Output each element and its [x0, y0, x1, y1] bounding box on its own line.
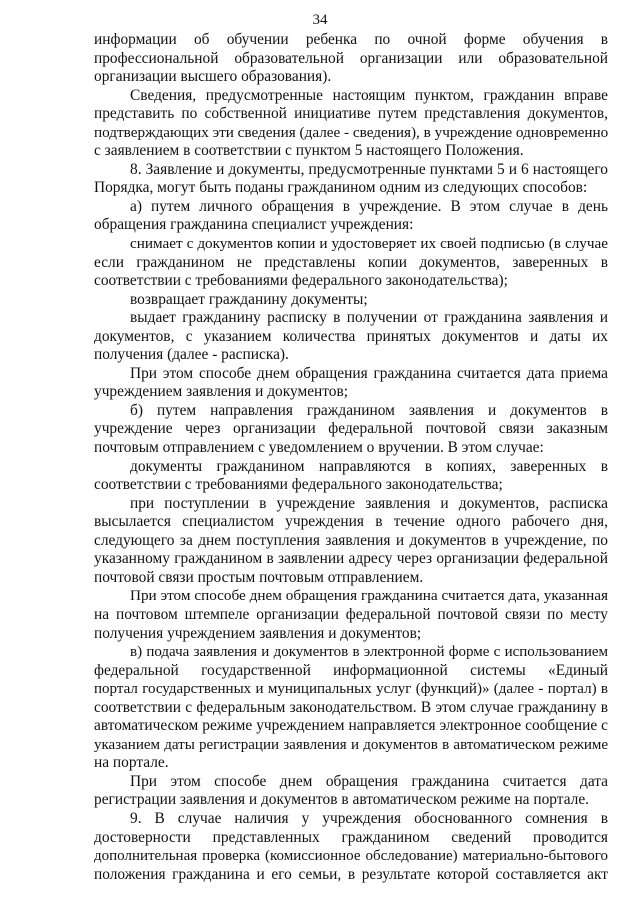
text-line: получения учреждением заявления и документов; — [94, 624, 422, 642]
text-line: соответствии с требованиями федерального законодательства; — [94, 476, 503, 494]
text-line: подтверждающих эти сведения (далее - сведения), в учреждение одновременно — [94, 123, 608, 141]
text-line: учреждение через организации федеральной почтовой связи заказным — [94, 420, 608, 438]
text-line: Сведения, предусмотренные настоящим пунктом, гражданин вправе — [130, 86, 608, 104]
text-line: почтовым отправлением с уведомлением о вручении. В этом случае: — [94, 439, 544, 457]
text-line: высылается специалистом учреждения в течение одного рабочего дня, — [94, 513, 608, 531]
text-line: автоматическом режиме учреждением направляется электронное сообщение с — [94, 717, 608, 735]
text-line: в) подача заявления и документов в электронной форме с использованием — [130, 644, 608, 661]
text-line: возвращает гражданину документы; — [130, 290, 368, 308]
text-line: дополнительная проверка (комиссионное обследование) материально-бытового — [94, 848, 608, 865]
text-line: снимает с документов копии и удостоверяет их своей подписью (в случае — [130, 235, 608, 253]
text-line: профессиональной образовательной организации или образовательной — [94, 49, 608, 67]
text-line: При этом способе днем обращения гражданина считается дата приема — [130, 364, 608, 382]
text-line: указанием даты регистрации заявления и документов в автоматическом режиме — [94, 736, 608, 753]
text-line: регистрации заявления и документов в автоматическом режиме на портале. — [94, 791, 590, 809]
text-line: на почтовом штемпеле организации федеральной почтовой связи по месту — [94, 605, 608, 623]
text-line: следующего за днем поступления заявления и документов в учреждение, по — [94, 531, 608, 549]
page-number: 34 — [312, 12, 328, 28]
text-line: информации об обучении ребенка по очной форме обучения в — [94, 31, 608, 48]
text-line: соответствии с федеральным законодательством. В этом случае гражданину в — [94, 698, 608, 716]
text-line: документы гражданином направляются в копиях, заверенных в — [130, 457, 608, 475]
text-line: представить по собственной инициативе путем представления документов, — [94, 105, 608, 123]
text-line: получения (далее - расписка). — [94, 346, 289, 364]
text-line: 9. В случае наличия у учреждения обоснованного сомнения в — [130, 809, 608, 827]
text-line: при поступлении в учреждение заявления и документов, расписка — [130, 494, 608, 512]
text-line: портал государственных и муниципальных услуг (функций)» (далее - портал) в — [94, 681, 608, 698]
text-line: При этом способе днем обращения гражданина считается дата, указанная — [130, 587, 608, 605]
text-line: организации высшего образования). — [94, 68, 332, 86]
text-line: федеральной государственной информационной системы «Единый — [94, 661, 608, 679]
text-line: положения гражданина и его семьи, в результате которой составляется акт — [94, 865, 608, 883]
text-line: а) путем личного обращения в учреждение. В этом случае в день — [130, 197, 608, 215]
text-line: указанному гражданином в заявлении адресу через организации федеральной — [94, 550, 608, 568]
text-line: если гражданином не представлены копии документов, заверенных в — [94, 253, 608, 271]
document-text-body — [94, 31, 608, 884]
text-line: Порядка, могут быть поданы гражданином одним из следующих способов: — [94, 179, 588, 197]
text-line: обращения гражданина специалист учреждения: — [94, 216, 414, 234]
text-line: документов, с указанием количества принятых документов и даты их — [94, 327, 608, 345]
text-line: соответствии с требованиями федерального законодательства); — [94, 272, 508, 290]
text-line: При этом способе днем обращения гражданина считается дата — [130, 772, 608, 790]
text-line: почтовой связи простым почтовым отправлением. — [94, 568, 424, 586]
text-line: учреждением заявления и документов; — [94, 383, 349, 401]
text-line: б) путем направления гражданином заявления и документов в — [130, 401, 608, 419]
text-line: достоверности представленных гражданином сведений проводится — [94, 828, 608, 846]
text-line: выдает гражданину расписку в получении от гражданина заявления и — [130, 309, 608, 327]
text-line: на портале. — [94, 754, 169, 772]
text-line: 8. Заявление и документы, предусмотренные пунктами 5 и 6 настоящего — [130, 160, 608, 178]
text-line: с заявлением в соответствии с пунктом 5 настоящего Положения. — [94, 142, 524, 160]
